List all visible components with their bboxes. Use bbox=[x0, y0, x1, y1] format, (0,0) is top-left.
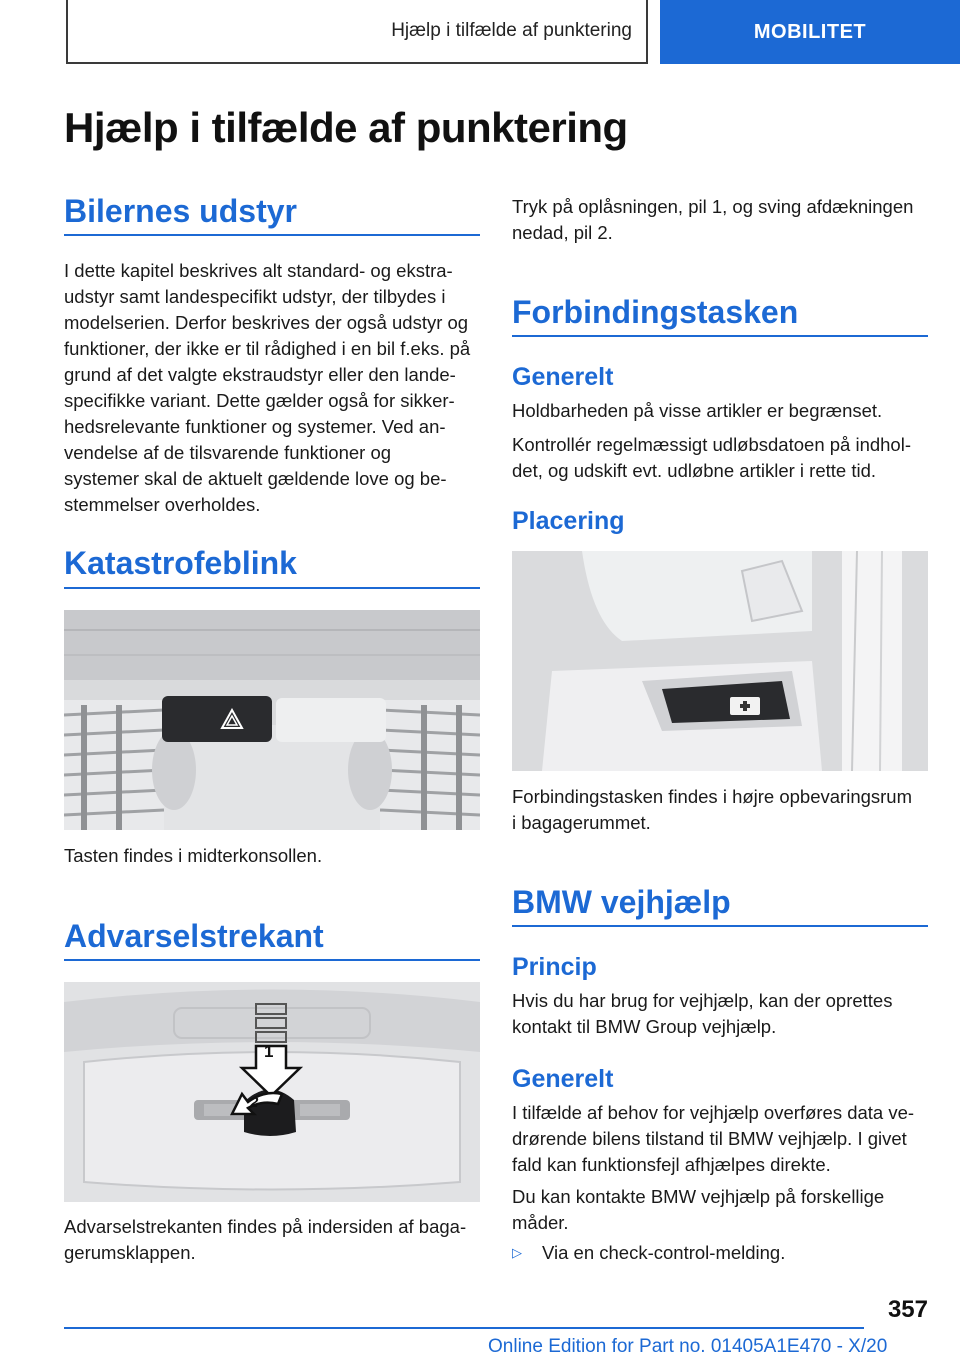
heading-advarselstrekant: Advarselstrekant bbox=[64, 918, 324, 954]
chapter-tab[interactable] bbox=[660, 0, 960, 64]
footer-edition: Online Edition for Part no. 01405A1E470 - X/20 bbox=[488, 1336, 888, 1357]
bullet-triangle-icon: ▷ bbox=[512, 1245, 522, 1260]
heading-rule bbox=[64, 959, 480, 961]
heading-rule bbox=[64, 587, 480, 589]
subheading-placering: Placering bbox=[512, 507, 625, 535]
hazard-triangle-icon bbox=[220, 708, 244, 730]
first-aid-kit-image bbox=[512, 551, 928, 771]
heading-forbindingstasken: Forbindingstasken bbox=[512, 294, 799, 330]
subheading-generelt: Generelt bbox=[512, 363, 614, 391]
paragraph-bilernes-udstyr: I dette kapitel beskrives alt standard- og ekstra- udstyr samt landespecifikt udstyr, der tilbydes i modelserien. Derfor beskrives der også udstyr og funktioner, der ikke er til rådighed i en bil f.eks. på grund af det valgte ekstraudstyr eller den lande- specifikke variant. Dette gælder også for sikker- hedsrelevante funktioner og systemer. Ved an- vendelse af de tilsvarende funktioner og systemer skal de aktuelt gældende love og be- stemmelser overholdes. bbox=[64, 260, 471, 515]
paragraph-holdbarhed: Holdbarheden på visse artikler er begrænset. bbox=[512, 400, 883, 421]
heading-bmw-vejhjaelp: BMW vejhjælp bbox=[512, 884, 731, 920]
arrow-label-2: 2 bbox=[250, 1094, 259, 1111]
paragraph-tryk: Tryk på oplåsningen, pil 1, og sving afdækningen nedad, pil 2. bbox=[512, 196, 914, 243]
chapter-tab-label: MOBILITET bbox=[753, 20, 867, 43]
subheading-princip: Princip bbox=[512, 953, 597, 981]
heading-rule bbox=[512, 925, 928, 927]
paragraph-generelt-2: I tilfælde af behov for vejhjælp overføres data ve- drørende bilens tilstand til BMW vejhjælp. I givet fald kan funktionsfejl afhjælpes direkte. bbox=[512, 1102, 915, 1175]
subheading-generelt-2: Generelt bbox=[512, 1065, 614, 1093]
page-number: 357 bbox=[887, 1296, 928, 1323]
paragraph-princip: Hvis du har brug for vejhjælp, kan der oprettes kontakt til BMW Group vejhjælp. bbox=[512, 990, 893, 1037]
list-item-text: Via en check-control-melding. bbox=[542, 1242, 786, 1263]
paragraph-kontroller: Kontrollér regelmæssigt udløbsdatoen på indhol- det, og udskift evt. udløbne artikler i rette tid. bbox=[512, 434, 911, 481]
heading-rule bbox=[64, 234, 480, 236]
page-title: Hjælp i tilfælde af punktering bbox=[64, 104, 628, 151]
paragraph-placering: Forbindingstasken findes i højre opbevaringsrum i bagagerummet. bbox=[512, 786, 913, 833]
first-aid-cross-icon bbox=[738, 700, 752, 712]
running-header-text: Hjælp i tilfælde af punktering bbox=[391, 20, 632, 41]
arrow-label-1: 1 bbox=[264, 1042, 274, 1061]
paragraph-kontakt: Du kan kontakte BMW vejhjælp på forskellige måder. bbox=[512, 1186, 885, 1233]
list-item bbox=[512, 1240, 785, 1266]
paragraph-katastrofeblink: Tasten findes i midterkonsollen. bbox=[64, 845, 323, 866]
footer-rule bbox=[64, 1327, 864, 1329]
warning-triangle-image bbox=[64, 982, 480, 1202]
heading-bilernes-udstyr: Bilernes udstyr bbox=[64, 193, 297, 229]
heading-rule bbox=[512, 335, 928, 337]
hazard-switch-image bbox=[64, 610, 480, 830]
running-header bbox=[66, 0, 648, 64]
heading-katastrofeblink: Katastrofeblink bbox=[64, 545, 297, 581]
paragraph-advarselstrekant: Advarselstrekanten findes på indersiden af baga- gerumsklappen. bbox=[64, 1216, 467, 1263]
